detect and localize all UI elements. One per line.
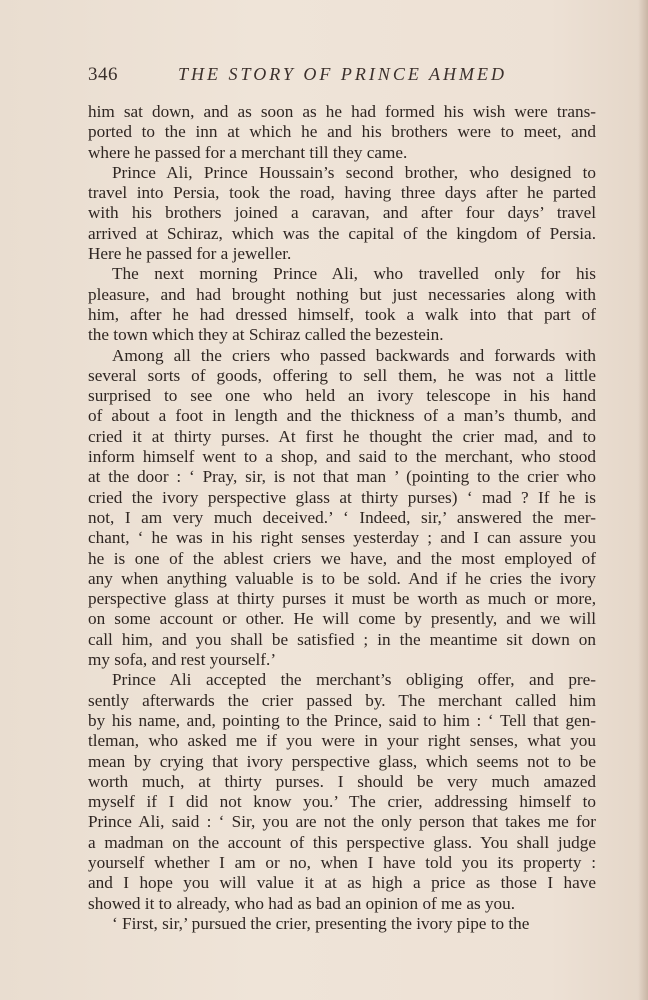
text-line: a madman on the account of this perspective glass. You shall judge xyxy=(88,832,596,852)
text-line: him sat down, and as soon as he had formed his wish were trans- xyxy=(88,102,596,121)
text-line: chant, ‘ he was in his right senses yesterday ; and I can assure you xyxy=(88,528,596,548)
text-line: arrived at Schiraz, which was the capital of the kingdom of Persia. xyxy=(88,223,596,243)
text-line: not, I am very much deceived.’ ‘ Indeed, sir,’ answered the mer- xyxy=(88,507,596,527)
text-line: Prince Ali, Prince Houssain’s second brother, who designed to xyxy=(112,162,596,182)
page-edge-shadow xyxy=(638,0,648,1000)
text-line: him, after he had dressed himself, took a walk into that part of xyxy=(88,304,596,324)
text-line: he is one of the ablest criers we have, and the most employed of xyxy=(88,548,596,568)
text-line: sently afterwards the crier passed by. The merchant called him xyxy=(88,690,596,710)
text-line: surprised to see one who held an ivory telescope in his hand xyxy=(88,386,596,406)
text-line: any when anything valuable is to be sold. And if he cries the ivory xyxy=(88,568,596,588)
text-line: showed it to already, who had as bad an opinion of me as you. xyxy=(88,893,516,913)
paragraph xyxy=(88,264,596,345)
text-line: yourself whether I am or no, when I have told you its property : xyxy=(88,852,596,872)
text-line: the town which they at Schiraz called the bezestein. xyxy=(88,325,444,345)
text-line: cried the ivory perspective glass at thirty purses) ‘ mad ? If he is xyxy=(88,487,596,507)
text-line: ‘ First, sir,’ pursued the crier, presenting the ivory pipe to the xyxy=(112,913,530,933)
page-header xyxy=(88,64,596,90)
text-line: call him, and you shall be satisfied ; in the meantime sit down on xyxy=(88,629,596,649)
text-line: where he passed for a merchant till they came. xyxy=(88,142,408,162)
paragraph xyxy=(88,914,596,934)
running-head: THE STORY OF PRINCE AHMED xyxy=(178,64,508,84)
text-line: Among all the criers who passed backwards and forwards with xyxy=(112,345,596,365)
text-line: on some account or other. He will come by presently, and we will xyxy=(88,609,596,629)
paragraph xyxy=(88,163,596,264)
page-number: 346 xyxy=(88,64,118,85)
text-line: tleman, who asked me if you were in your right senses, what you xyxy=(88,731,596,751)
paragraph xyxy=(88,102,596,163)
text-line: cried it at thirty purses. At first he thought the crier mad, and to xyxy=(88,426,596,446)
text-line: Prince Ali accepted the merchant’s obliging offer, and pre- xyxy=(112,670,596,690)
text-line: several sorts of goods, offering to sell them, he was not a little xyxy=(88,365,596,385)
text-line: Here he passed for a jeweller. xyxy=(88,244,292,264)
text-line: Prince Ali, said : ‘ Sir, you are not the only person that takes me for xyxy=(88,812,596,832)
text-line: worth much, at thirty purses. I should be very much amazed xyxy=(88,771,596,791)
text-line: ported to the inn at which he and his brothers were to meet, and xyxy=(88,122,596,142)
text-line: by his name, and, pointing to the Prince, said to him : ‘ Tell that gen- xyxy=(88,710,596,730)
text-line: myself if I did not know you.’ The crier, addressing himself to xyxy=(88,792,596,812)
paragraph xyxy=(88,670,596,914)
text-line: at the door : ‘ Pray, sir, is not that man ’ (pointing to the crier who xyxy=(88,467,596,487)
text-line: perspective glass at thirty purses it must be worth as much or more, xyxy=(88,589,596,609)
text-line: my sofa, and rest yourself.’ xyxy=(88,650,277,670)
text-line: inform himself went to a shop, and said to the merchant, who stood xyxy=(88,447,596,467)
paragraph xyxy=(88,346,596,671)
text-line: The next morning Prince Ali, who travelled only for his xyxy=(112,264,596,284)
text-line: mean by crying that ivory perspective glass, which seems not to be xyxy=(88,751,596,771)
body-text xyxy=(88,102,596,934)
text-line: of about a foot in length and the thickness of a man’s thumb, and xyxy=(88,406,596,426)
text-line: and I hope you will value it at as high a price as those I have xyxy=(88,873,596,893)
text-line: pleasure, and had brought nothing but just necessaries along with xyxy=(88,284,596,304)
text-line: with his brothers joined a caravan, and after four days’ travel xyxy=(88,203,596,223)
text-line: travel into Persia, took the road, having three days after he parted xyxy=(88,183,596,203)
